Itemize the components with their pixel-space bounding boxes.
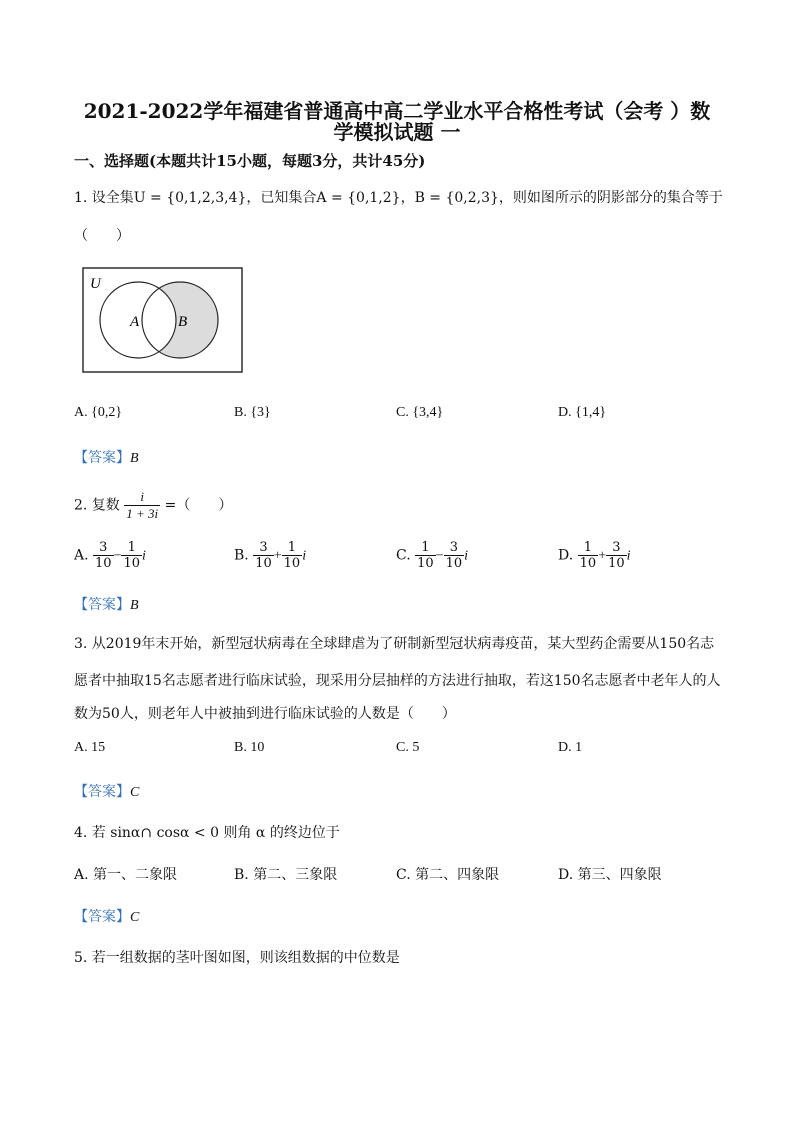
q3-answer-value: C [130, 785, 140, 800]
q3-line2: 愿者中抽取15名志愿者进行临床试验，现采用分层抽样的方法进行抽取，若这150名志愿者中老年人的人 [74, 673, 721, 689]
answer-tag: 【答案】 [74, 597, 130, 613]
q4-option-a: A. 第一、二象限 [74, 867, 178, 883]
q2-option-d: D. $\frac{1}{10}$ + $\frac{3}{10}$ i [558, 540, 631, 571]
q4-answer-value: C [130, 910, 140, 925]
q1-option-b: B. {3} [234, 405, 271, 420]
venn-label-a: A [130, 314, 140, 330]
answer-tag: 【答案】 [74, 450, 130, 466]
q4-option-d: D. 第三、四象限 [558, 867, 662, 883]
q3-line1: 3. 从2019年末开始，新型冠状病毒在全球肆虐为了研制新型冠状病毒疫苗，某大型药企需要从150名志 [74, 636, 715, 652]
q3-answer [74, 781, 139, 801]
q1-paren: （ ） [74, 228, 130, 244]
exam-title-line2: 学模拟试题 一 [333, 120, 461, 144]
q2-answer [74, 594, 139, 614]
q4-stem: 4. 若 sinα∩ cosα < 0 则角 α 的终边位于 [74, 825, 340, 841]
q3-option-a: A. 15 [74, 740, 106, 755]
venn-label-b: B [178, 314, 188, 330]
q3-option-b: B. 10 [234, 740, 265, 755]
q5-stem: 5. 若一组数据的茎叶图如图，则该组数据的中位数是 [74, 950, 400, 966]
q4-option-c: C. 第二、四象限 [396, 867, 500, 883]
q3-option-c: C. 5 [396, 740, 420, 755]
q2-answer-value: B [130, 598, 139, 613]
q2-fraction [124, 489, 160, 522]
q1-option-d: D. {1,4} [558, 405, 607, 420]
section-heading: 一、选择题(本题共计15小题，每题3分，共计45分) [74, 152, 426, 170]
venn-label-u: U [90, 276, 101, 292]
q1-option-a: A. {0,2} [74, 405, 123, 420]
q2-option-a: A. $\frac{3}{10}$ − $\frac{1}{10}$ i [74, 540, 146, 571]
q4-option-b: B. 第二、三象限 [234, 867, 338, 883]
q2-stem-suffix: =（ ） [164, 497, 233, 514]
q3-line3: 数为50人，则老年人中被抽到进行临床试验的人数是（ ） [74, 706, 456, 722]
venn-diagram [82, 266, 244, 374]
q2-option-b: B. $\frac{3}{10}$ + $\frac{1}{10}$ i [234, 540, 307, 571]
q1-stem: 1. 设全集U = {0,1,2,3,4}，已知集合A = {0,1,2}，B = {0,2,3}，则如图所示的阴影部分的集合等于 [74, 190, 723, 206]
q1-answer-value: B [130, 451, 139, 466]
answer-tag: 【答案】 [74, 784, 130, 800]
q2-option-c: C. $\frac{1}{10}$ − $\frac{3}{10}$ i [396, 540, 469, 571]
q2-stem-prefix: 2. 复数 [74, 497, 120, 514]
answer-tag: 【答案】 [74, 909, 130, 925]
q1-answer [74, 447, 139, 467]
q4-answer [74, 906, 139, 926]
q3-option-d: D. 1 [558, 740, 583, 755]
exam-title-line1: 2021-2022学年福建省普通高中高二学业水平合格性考试（会考 ）数 [83, 99, 711, 123]
q2-stem [74, 489, 232, 522]
q1-option-c: C. {3,4} [396, 405, 444, 420]
q2-frac-denominator: 1 + 3i [126, 506, 159, 521]
q2-frac-numerator: i [140, 489, 145, 504]
